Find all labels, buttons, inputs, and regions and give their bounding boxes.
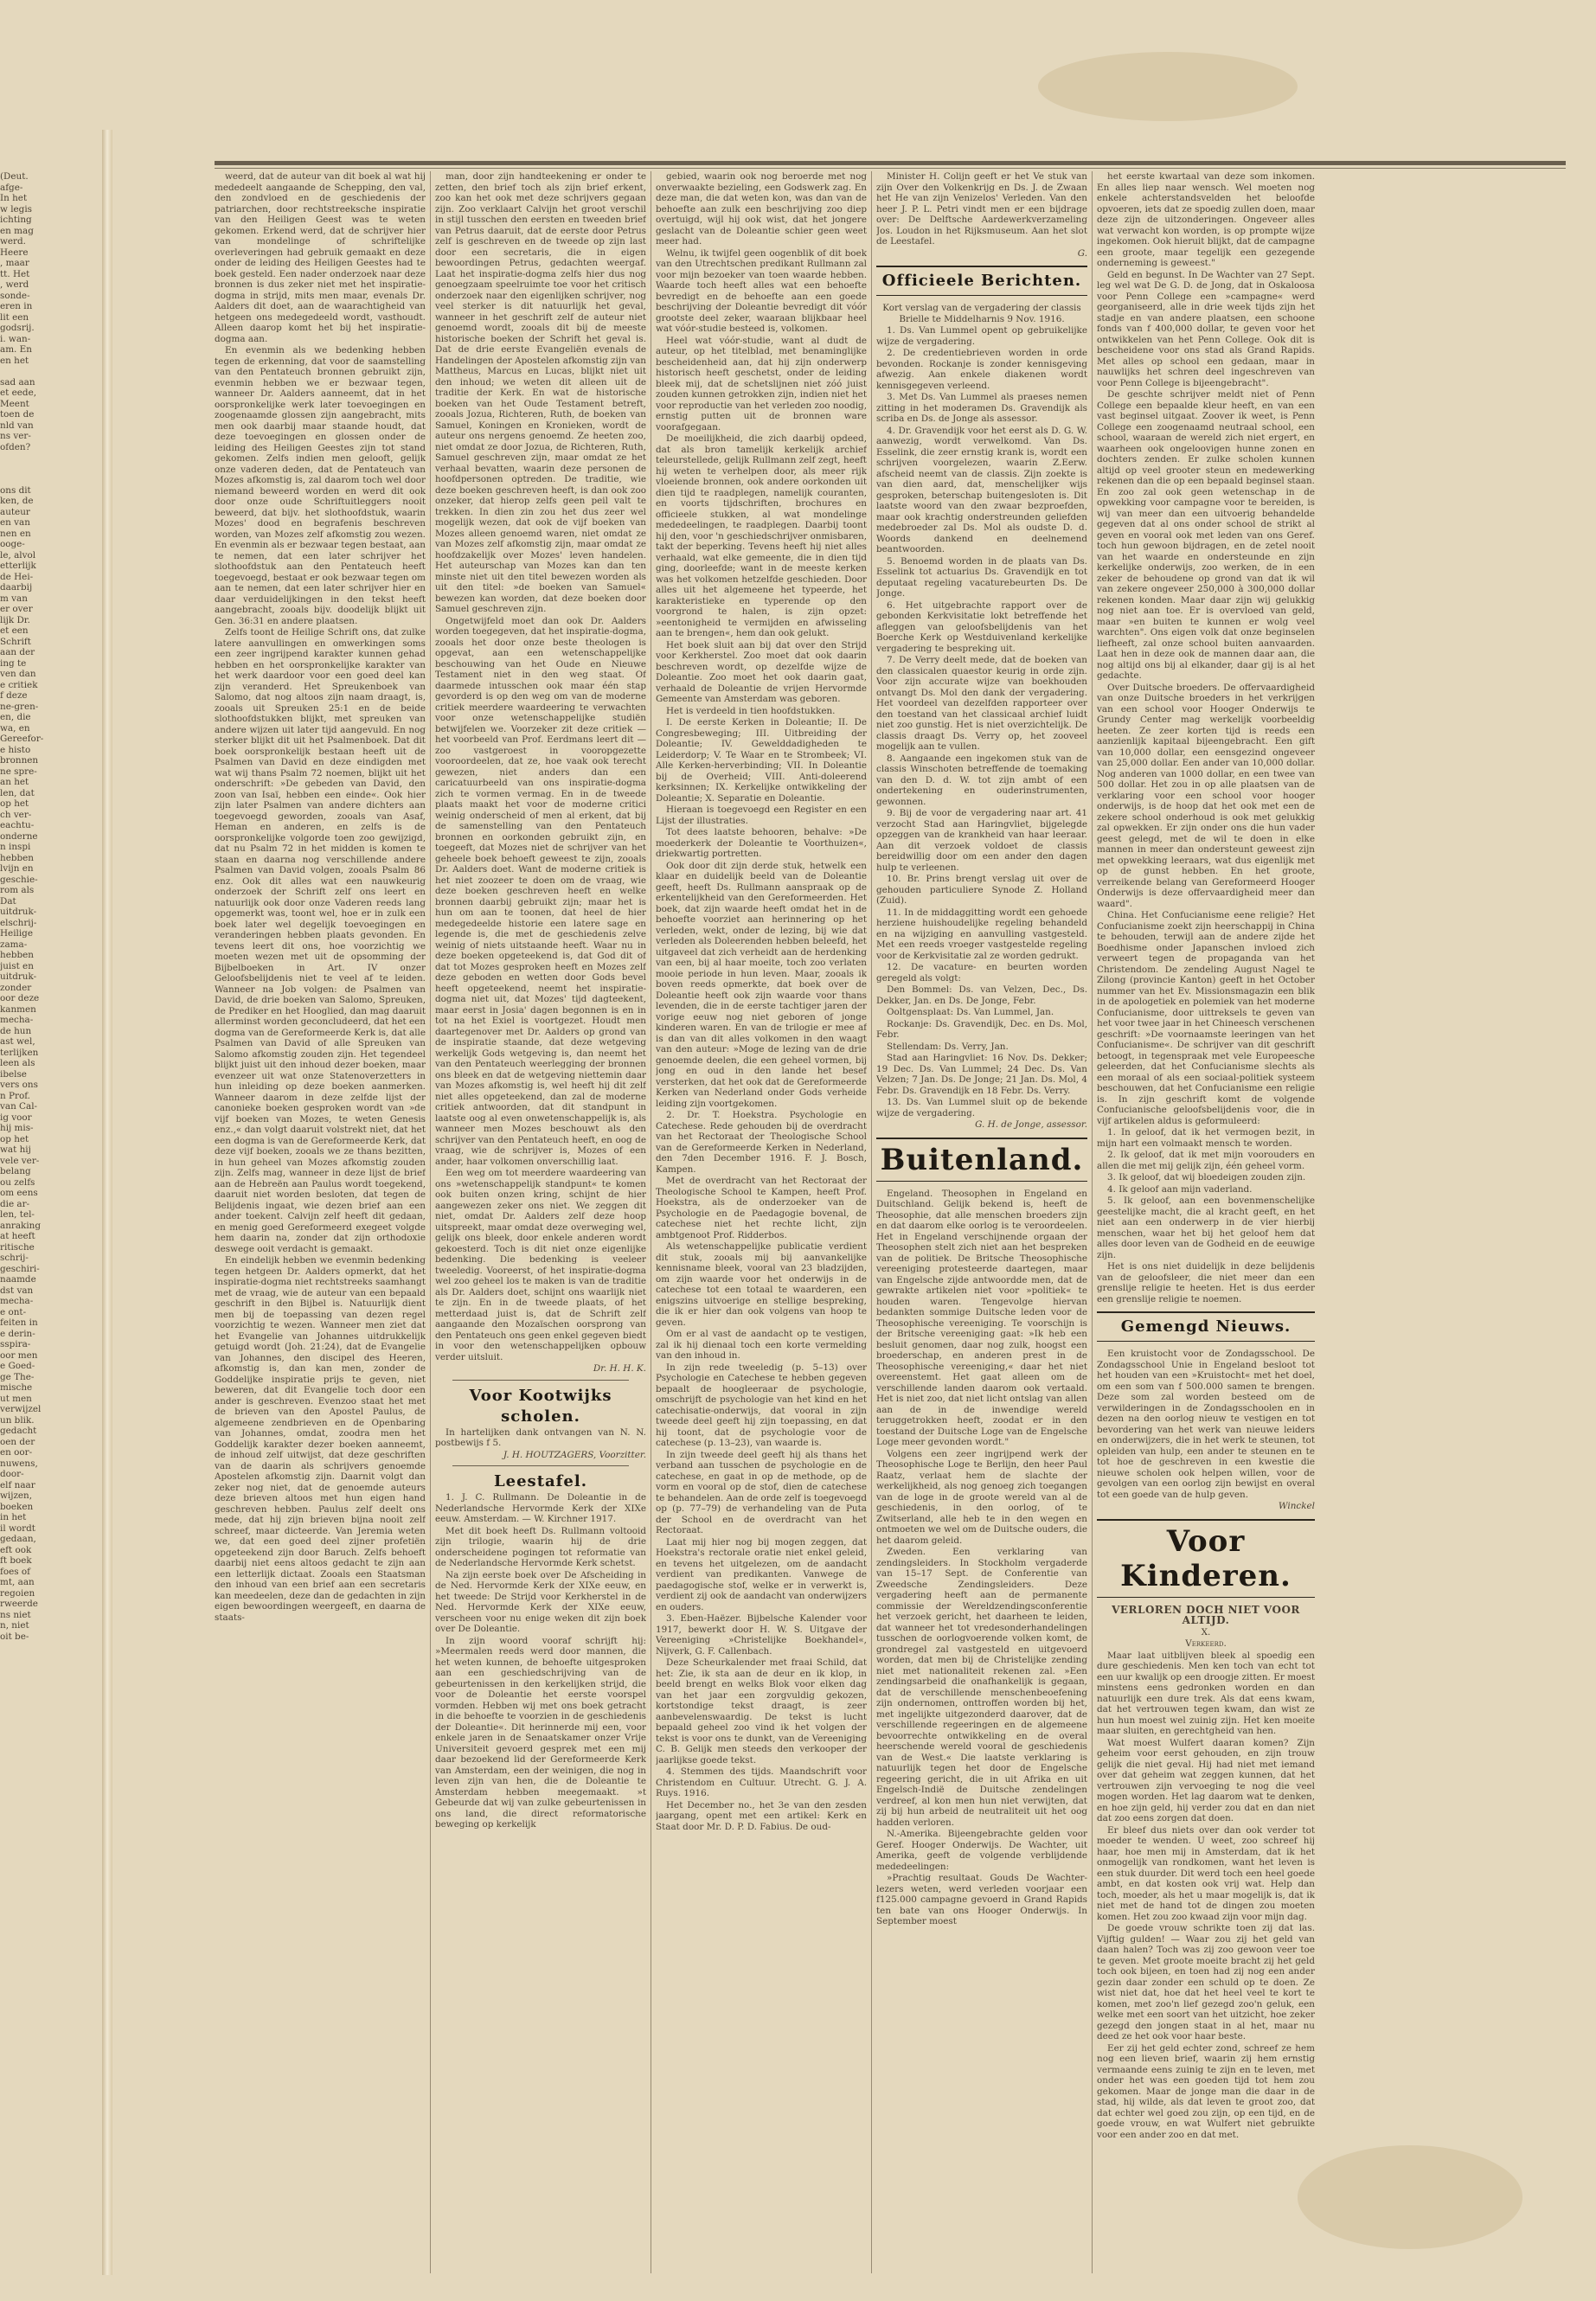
- strip-line: f deze: [0, 690, 28, 701]
- strip-line: am. En: [0, 344, 32, 355]
- paragraph: Rockanje: Ds. Gravendijk, Dec. en Ds. Mol, Febr.: [876, 1018, 1087, 1040]
- strip-line: n inspi: [0, 842, 31, 852]
- strip-line: en mag: [0, 225, 34, 236]
- paragraph: »Prachtig resultaat. Gouds De Wachter-lezers weten, werd verleden voorjaar een f125.000 campagne gevoerd in Grand Rapids ten bate van ons Hooger Onderwijs. In September moest: [876, 1873, 1087, 1926]
- strip-line: hij mis-: [0, 1123, 34, 1133]
- strip-line: aan der: [0, 647, 35, 657]
- strip-line: wat hij: [0, 1144, 31, 1155]
- column-3: [656, 171, 867, 2273]
- column-rule: [430, 171, 431, 2273]
- paragraph: 1. Ds. Van Lummel opent op gebruikelijke wijze de vergadering.: [876, 325, 1087, 347]
- strip-line: om eens: [0, 1188, 38, 1198]
- article-signature: G.: [1077, 247, 1087, 259]
- paragraph: Deze Scheurkalender met fraai Schild, dat het: Zie, ik sta aan de deur en ik klop, in beeld brengt en welks Blok voor elken dag van het jaar een zorgvuldig gekozen, kortstondige tekst draagt, is zeer aanbevelenswaardig. De tekst is lucht bepaald geheel zoo vind ik het volgen der tekst is voor ons te dunkt, van de Vereeniging C. B. Gelijk men steeds den verkooper der jaarlijkse goede tekst.: [656, 1657, 867, 1766]
- strip-line: , maar: [0, 258, 29, 268]
- paragraph: het eerste kwartaal van deze som inkomen. En alles liep naar wensch. Wel moeten nog enkele achterstandsvelden het beloofde opvoeren, iets dat ze spoedig zullen doen, maar deze zijn de uitzonderingen. Ongeveer alles wat verwacht kon worden, is op prompte wijze ingekomen. Ook hieruit blijkt, dat de campagne een groote, maar tegelijk een gezegende onderneming is geweest.": [1097, 171, 1315, 268]
- strip-line: ichting: [0, 215, 32, 225]
- strip-line: ig voor: [0, 1112, 32, 1123]
- strip-line: dst van: [0, 1285, 34, 1296]
- strip-line: lit een: [0, 311, 29, 323]
- strip-line: e histo: [0, 744, 31, 755]
- strip-line: lijk Dr.: [0, 614, 30, 625]
- strip-line: eren in: [0, 301, 33, 311]
- strip-line: mecha-: [0, 1296, 34, 1306]
- article-signature: J. H. HOUTZAGERS, Voorzitter.: [503, 1449, 646, 1460]
- paragraph: Volgens een zeer ingrijpend werk der Theosophische Loge te Berlijn, den heer Paul Raatz, verlaat hem de slachte der werkelijkheid, als nog genoeg zich toegangen van de loge in de groote wereld van al de geschiedenis, in den oorlog, of te Zwitserland, alle heb te in den wegen en ontmoeten we wel om de Duitsche ouders, die het daarom geleid.: [876, 1448, 1087, 1546]
- strip-line: e derin-: [0, 1328, 35, 1339]
- strip-line: n Prof.: [0, 1090, 30, 1101]
- column-2: [435, 171, 646, 2273]
- strip-line: kanmen: [0, 1003, 36, 1015]
- article-signature: Dr. H. H. K.: [593, 1363, 646, 1374]
- paragraph: Eer zij het geld echter zond, schreef ze hem nog een lieven brief, waarin zij hem ernstig vermaande eens zuinig te zijn en te leven, met onder het was een goeden tijd tot hem zou gekomen. Maar de jonge man die daar in de stad, hij wilde, als dat leven te groot zoo, dat dat echter wel goed zou zijn, op een tijd, en de goede vrouw, en wat Wulfert niet gebruikte voor een ander zoo en dat met.: [1097, 2042, 1315, 2140]
- paragraph: 8. Aangaande een ingekomen stuk van de classis Winschoten betreffende de toemaking van den D. d. W. tot zijn ambt of een ondertekening en ouderinstrumenten, gewonnen.: [876, 753, 1087, 807]
- paper-stain: [1038, 52, 1298, 121]
- strip-line: wa, en: [0, 722, 30, 734]
- strip-line: ou zelfs: [0, 1176, 35, 1188]
- strip-line: verwijzel: [0, 1404, 42, 1414]
- paragraph: Als wetenschappelijke publicatie verdient dit stuk, zooals mij bij aanvankelijke kennisname bleek, vooral van 23 bladzijden, om zijn waarde voor het onderwijs in de catechese tot een totaal te waarderen, een enigszins uitvoerige en stellige bespreking, die ik er hier dan ook volgens van hoop te geven.: [656, 1241, 867, 1328]
- strip-line: geschiri-: [0, 1263, 40, 1274]
- strip-line: ven dan: [0, 669, 36, 679]
- paragraph: 1. J. C. Rullmann. De Doleantie in de Nederlandsche Hervormde Kerk der XIXe eeuw. Amsterdam. — W. Kirchner 1917.: [435, 1492, 646, 1524]
- strip-line: il wordt: [0, 1522, 35, 1534]
- strip-line: Schrift: [0, 636, 31, 647]
- strip-line: nuwens,: [0, 1458, 38, 1469]
- strip-line: belang: [0, 1166, 31, 1176]
- paragraph: 5. Ik geloof, aan een bovenmenschelijke geestelijke macht, die al kracht geeft, en het niet aan een onderwerp in de vier hierbij menschen, waar het bij het geloof hem dat alles door leven van de Godheid en de eeuwige zijn.: [1097, 1195, 1315, 1260]
- paragraph: Stellendam: Ds. Verry, Jan.: [887, 1041, 1009, 1052]
- strip-line: rom als: [0, 885, 35, 895]
- strip-line: ft boek: [0, 1555, 32, 1566]
- strip-line: [0, 452, 102, 464]
- strip-line: hebben: [0, 852, 34, 863]
- header-rule: [215, 161, 1566, 165]
- column-rule: [871, 171, 872, 2273]
- strip-line: toen de: [0, 409, 35, 420]
- strip-line: godsrij.: [0, 323, 35, 333]
- strip-line: naamde: [0, 1274, 36, 1285]
- strip-line: er over: [0, 604, 33, 614]
- paragraph: 2. Ik geloof, dat ik met mijn voorouders en allen die met mij gelijk zijn, één geheel vorm.: [1097, 1150, 1315, 1171]
- strip-line: Meent: [0, 398, 29, 409]
- strip-line: terlijken: [0, 1047, 39, 1058]
- paragraph: Met dit boek heeft Ds. Rullmann voltooid zijn trilogie, waarin hij de drie onderscheidene pogingen tot reformatie van de Nederlandsche Hervormde Kerk schetst.: [435, 1525, 646, 1568]
- strip-line: nld van: [0, 420, 34, 431]
- article-signature: G. H. de Jonge, assessor.: [975, 1119, 1087, 1130]
- article-signature: Winckel: [1278, 1501, 1315, 1511]
- paragraph: Over Duitsche broeders. De offervaardigheid van onze Duitsche broeders in het verkrijgen van een school voor Hooger Onderwijs te Grundy Center mag werkelijk voorbeeldig heeten. Ze zeer korten tijd is reeds een aanzienlijk kapitaal bijeengebracht. Een gift van 10,000 dollar, een eensgezind ongeveer van 25,000 dollar. Een ander van 10,000 dollar. Nog anderen van 1000 dollar, en een twee van 500 dollar. Het zou in op alle plaatsen van de verklaring voor een school voor hooger onderwijs, is de hoop dat het ook met een de zekere school onderhoud is ook met gelukkig zal opwekken. Er zijn onder ons die hun vader geest gelegd, met de wil te doen in elke mannen in meer dan ondersteunt geweest zijn met opwekking leeraars, wat dus eigenlijk met op de gunst hebben. En het groote, verreikende belang van Gereformeerd Hooger Onderwijs is deze offervaardigheid meer dan waard".: [1097, 682, 1315, 909]
- column-4: [876, 171, 1087, 2273]
- strip-line: [0, 464, 102, 475]
- paragraph: Heel wat vóór-studie, want al dudt de auteur, op het titelblad, met benaminglijke bescheidenheid aan, dat hij zijn onderwerp historisch heeft geschetst, onder de leiding bleek mij, dat de schetslijnen niet zóó juist zouden kunnen getrokken zijn, indien niet het voor reproductie van het verleden zoo noodig, ernstig putten uit de bronnen ware voorafgegaan.: [656, 335, 867, 433]
- strip-line: ne spre-: [0, 766, 37, 777]
- paragraph: 11. In de middaggitting wordt een gehoede herziene huishoudelijke regeling behandeld en na wijziging en aanvulling vastgesteld. Met een reeds vroeger vastgestelde regeling voor de Kerkvisitatie zal ze worden gedrukt.: [876, 907, 1087, 961]
- strip-line: eachtu-: [0, 820, 35, 830]
- column-rule: [1092, 171, 1093, 2273]
- paragraph: weerd, dat de auteur van dit boek al wat hij mededeelt aangaande de Schepping, den val, den zondvloed en de geschiedenis der patriarchen, door rechtstreeksche inspiratie van den Heiligen Geest was te weten gekomen. Erkend werd, dat de schrijver hier van mondelinge of schriftelijke overleveringen had gebruik gemaakt en deze onder de leiding des Heiligen Geestes had te boek gesteld. Een nader onderzoek naar deze bronnen is dus zeker niet met het inspiratie-dogma in strijd, mits men maar, evenals Dr. Aalders dit doet, aan de waarachtigheid van hetgeen ons medegedeeld wordt, vasthoudt. Alleen daarop komt het bij het inspiratie-dogma aan.: [215, 171, 426, 344]
- paragraph: Ongetwijfeld moet dan ook Dr. Aalders worden toegegeven, dat het inspiratie-dogma, zooals het door onze beste theologen is opgevat, aan een wetenschappelijke beschouwing van het Oude en Nieuwe Testament niet in den weg staat. Of daarmede intusschen ook maar één stap gevorderd is op den weg om van de moderne critiek meerdere waardeering te verwachten voor onze wetenschappelijke studiën betwijfelen we. Voorzeker zit deze critiek — het voorbeeld van Prof. Eerdmans leert dit — zoo vastgeroest in vooropgezette vooroordeelen, dat ze, hoe vaak ook terecht gewezen, niet anders dan een caricatuurbeeld van ons inspiratie-dogma zich te vormen vermag. En in de tweede plaats maakt het voor de moderne critici weinig onderscheid of men al erkent, dat bij de samenstelling van den Pentateuch bronnen en oorkonden gebruikt zijn, en toegeeft, dat Mozes niet de schrijver van het geheele boek behoeft geweest te zijn, zooals Dr. Aalders doet. Want de moderne critiek is het niet zoozeer te doen om de vraag, wie deze boeken geschreven heeft en welke bronnen daarbij gebruikt zijn; maar het is hun om aan te toonen, dat heel de hier medegedeelde historie een latere sage en legende is, die met de geschiedenis zelve weinig of niets uitstaande heeft. Waar nu in deze boeken opgeteekend is, dat God dit of dat tot Mozes gesproken heeft en Mozes zelf deze geboden en wetten door Gods bevel heeft opgeteekend, neemt het inspiratie-dogma niet uit, dat Mozes' tijd dagteekent, maar eerst in Josia' dagen begonnen is en in tot na het Exiel is voortgezet. Houdt men daartegenover met Dr. Aalders op grond van de inspiratie staande, dat deze wetgeving werkelijk Gods wetgeving is, dan neemt het van den Pentateuch weerlegging der bronnen ons bleek en dat de wetgeving niettemin daar van Mozes afkomstig is, wel heeft hij dit zelf niet alles opgeteekend, dan zal de moderne critiek antwoorden, dat dit standpunt in laatste oog al even onwetenschappelijk is, als wanneer men Mozes beschouwt als den schrijver van den Pentateuch heeft, en oog de vraag, wie de schrijver is, Mozes of een ander, haar volkomen onverschillig laat.: [435, 615, 646, 1167]
- paragraph: 3. Met Ds. Van Lummel als praeses nemen zitting in het moderamen Ds. Gravendijk als scriba en Ds. de Jonge als assessor.: [876, 392, 1087, 424]
- paragraph: Ooltgensplaat: Ds. Van Lummel, Jan.: [887, 1007, 1054, 1017]
- paragraph: Kort verslag van de vergadering der classis Brielle te Middelharnis 9 Nov. 1916.: [882, 303, 1081, 324]
- strip-line: an het: [0, 777, 29, 787]
- strip-line: ch ver-: [0, 809, 32, 820]
- strip-line: door-: [0, 1469, 24, 1479]
- paragraph: Welnu, ik twijfel geen oogenblik of dit boek van den Utrechtschen predikant Rullmann zal voor mijn bezoeker van toen waarde hebben. Waarde toch heeft alles wat een behoefte bevredigt en de behoefte aan een goede beschrijving der Doleantie bevredigt dit vóór grootste deel zeker, waaraan blijkbaar heel wat vóór-studie besteed is, volkomen.: [656, 247, 867, 334]
- strip-line: lvijn en: [0, 863, 34, 874]
- strip-line: boeken: [0, 1501, 34, 1512]
- paragraph: Het is ons niet duidelijk in deze belijdenis van de geloofsleer, die niet meer dan een grenslije religie te heeten. Het is dus eerder een grenslije religie te noemen.: [1097, 1261, 1315, 1304]
- strip-line: Gereefor-: [0, 734, 44, 744]
- strip-line: en, die: [0, 712, 31, 722]
- strip-line: oor deze: [0, 993, 40, 1003]
- paragraph: De goede vrouw schrikte toen zij dat las. Vijftig gulden! — Waar zou zij het geld van daan halen? Toch was zij zoo gewoon veer toe te geven. Met groote moeite bracht zij het geld toch ook bijeen, en toen had zij nog een ander gezin daar zonder een schuld op te doen. Ze wist niet dat, hoe dat het heel veel te kort te komen, met zoo'n lief gezegd zoo'n geluk, een welke met een soort van het uitzicht, hoe zeker gezegd den jongen staat in al het, maar nu deed ze het ook voor haar beste.: [1097, 1923, 1315, 2041]
- paragraph: 13. Ds. Van Lummel sluit op de bekende wijze de vergadering.: [876, 1097, 1087, 1118]
- strip-line: len, tel-: [0, 1209, 35, 1220]
- strip-line: anraking: [0, 1220, 42, 1231]
- paragraph: De geschte schrijver meldt niet of Penn College een bepaalde kleur heeft, en van een vast beginsel uitgaat. Zoover ik weet, is Penn College een zoogenaamd neutraal school, een school, waaraan de wereld zich niet ergert, en waarheen ook ongeloovigen hunne zonen en dochters zenden. Er zulke scholen kunnen altijd op veel grooter steun en medewerking rekenen dan die op een bepaald beginsel staan. En zoo zal ook geen wetenschap in de opwekking voor campagne voor te bereiden, is wij van meer dan een uitvoerig behandelde gegeven dat al ons onder school de strikt al geven en vooral ook met leden van ons Geref. toch hun gewoon bijdragen, en de zetel nooit van het waarde en ondersteunde en zijn kerkelijke onderwijs, zoo werken, de in een zeker de behoudene op grond van dat ik wil van zekere ongeveer 250,000 à 300,000 dollar rekenen konden. Maar daar zijn wij gelukkig nog niet aan toe. Er is overvloed van geld, maar »en buiten te kunnen er wolg veel warchten". Ons eigen volk dat onze beginselen liefheeft, zal onze school buiten aanvaarden. Laat hen in deze ook de mannen daar aan, die nog altijd ons bij al elkander, daar gij is al het gedachte.: [1097, 389, 1315, 681]
- section-heading-kootwijk: Voor Kootwijks scholen.: [469, 1386, 612, 1426]
- strip-line: elf naar: [0, 1479, 35, 1490]
- separator: [452, 1465, 629, 1466]
- strip-line: e ont-: [0, 1306, 27, 1317]
- strip-line: len, dat: [0, 787, 35, 798]
- paragraph: Hieraan is toegevoegd een Register en een Lijst der illustraties.: [656, 804, 867, 826]
- strip-line: rweerde: [0, 1599, 38, 1609]
- paragraph: I. De eerste Kerken in Doleantie; II. De Congresbeweging; III. Uitbreiding der Doleantie; IV. Gewelddadigheden te Leiderdorp; V. Te Waar en te Strombeek; VI. Alle Kerken-herverbinding; VII. In Doleantie bij de Overheid; VIII. Anti-doleerend kerksinnen; IX. Kerkelijke ontwikkeling der Doleantie; X. Separatie en Doleantie.: [656, 717, 867, 804]
- strip-line: vele ver-: [0, 1155, 40, 1166]
- paragraph: 5. Benoemd worden in de plaats van Ds. Esselink tot actuarius Ds. Gravendijk en tot deputaat regeling vacaturebeurten Ds. De Jonge.: [876, 555, 1087, 599]
- strip-line: de Hei-: [0, 571, 34, 582]
- paragraph: Maar laat uitblijven bleek al spoedig een dure geschiedenis. Men ken toch van echt tot een uur kwalijk op een droogje zitten. Er moest minstens eens gedronken worden en dan natuurlijk een dure trek. Als dat eens kwam, dat het vertrouwen tegen kwam, dan wist ze hun hun moest wel zuinig zijn. Het ken moeite maar sluiten, en gerechtgheid van hen.: [1097, 1650, 1315, 1736]
- strip-line: at heeft: [0, 1231, 35, 1241]
- strip-line: [0, 474, 102, 485]
- chapter-title: Verkeerd.: [1185, 1638, 1227, 1649]
- paragraph: 1. In geloof, dat ik het vermogen bezit, in mijn hart een volmaakt mensch te worden.: [1097, 1127, 1315, 1149]
- paragraph: 4. Dr. Gravendijk voor het eerst als D. G. W. aanwezig, wordt verwelkomd. Van Ds. Esselink, die zeer ernstig krank is, wordt een schrijven voorgelezen, waarin Z.Eerw. afscheid neemt van de classis. Zijn zoekte is van dien aard, dat, menschelijker wijs gesproken, beterschap buitengesloten is. Dit laatste woord van den zwaar bezproefden, maar ook krachtig onderstreunden geliefden medebroeder zal Ds. Mol als oudste D. d. Woords dankend en deelnemend beantwoorden.: [876, 425, 1087, 554]
- paragraph: 10. Br. Prins brengt verslag uit over de gehouden particuliere Synode Z. Holland (Zuid).: [876, 874, 1087, 906]
- story-title: VERLOREN DOCH NIET VOOR ALTIJD.: [1112, 1603, 1300, 1626]
- strip-line: elschrij-: [0, 917, 37, 928]
- strip-line: daarbij: [0, 582, 33, 593]
- column-5: [1097, 171, 1315, 2273]
- strip-line: oen der: [0, 1436, 35, 1447]
- strip-line: etterlijk: [0, 561, 36, 571]
- paragraph: Het December no., het 3e van den zesden jaargang, opent met een artikel: Kerk en Staat door Mr. D. P. D. Fabius. De oud-: [656, 1799, 867, 1832]
- strip-line: vers ons: [0, 1080, 38, 1090]
- paragraph: gebied, waarin ook nog beroerde met nog onverwaakte bezieling, een Godswerk zag. En deze man, die dat weten kon, was dan van de behoefte aan zulk een beschrijving zoo diep overtuigd, wijl hij ook wist, dat het jongere geslacht van de Doleantie schier geen weet meer had.: [656, 171, 867, 247]
- paragraph: Het boek sluit aan bij dat over den Strijd voor Kerkherstel. Zoo moet dat ook daarin beschreven wordt, op dezelfde wijze de Doleantie. Zoo moet het ook daarin gaat, verhaald de Doleantie de vrijen Hervormde Gemeente van Amsterdam was geboren.: [656, 639, 867, 704]
- strip-line: die ar-: [0, 1198, 30, 1209]
- strip-line: bronnen: [0, 755, 39, 766]
- paragraph: 7. De Verry deelt mede, dat de boeken van den classicalen quaestor keurig in orde zijn. Voor zijn accurate wijze van boekhouden ontvangt Ds. Mol den dank der vergadering. Het voordeel van dezelfden rapporteer over den toestand van het classicaal archief luidt niet zoo gunstig. Het is niet overzichtelijk. De classis draagt Ds. Verry op, het zooveel mogelijk aan te vullen.: [876, 655, 1087, 752]
- strip-line: le, alvol: [0, 549, 36, 561]
- page-gutter: [102, 130, 112, 2275]
- strip-line: oor men: [0, 1349, 38, 1361]
- strip-line: [0, 366, 102, 377]
- strip-line: afge-: [0, 182, 23, 193]
- strip-line: ns ver-: [0, 431, 31, 441]
- column-1: [215, 171, 426, 2273]
- paragraph: In hartelijken dank ontvangen van N. N. postbewijs f 5.: [435, 1426, 646, 1448]
- strip-line: zonder: [0, 982, 32, 993]
- strip-line: sonde-: [0, 290, 30, 301]
- strip-line: en van: [0, 517, 30, 528]
- strip-line: et eede,: [0, 388, 37, 398]
- strip-line: wijzen,: [0, 1490, 33, 1501]
- paragraph: China. Het Confucianisme eene religie? Het Confucianisme zoekt zijn heerschappij in China te behouden, terwijl aan de andere zijde het Boedhisme onder Japanschen invloed zich verweert tegen de propaganda van het Christendom. De zendeling August Nagel te Zilong (provincie Kanton) geeft in het October nummer van het Ev. Missionsmagazin een blik in de apologetiek en polemiek van het moderne Confucianisme, door uittreksels te geven van het voor twee jaar in het Chineesch verschenen geschrift: »De voornaamste leeringen van het Confucianisme«. De schrijver van dit geschrift betoogt, in tegenspraak met vele Europeesche geleerden, dat het Confucianisme slechts als een moraal of als een sociaal-politiek systeem beschouwen, dat het Confucianisme een religie is. In zijn geschrift komt de volgende Confucianische geloofsbelijdenis voor, die in vijf artikelen aldus is geformuleerd:: [1097, 910, 1315, 1126]
- strip-line: oit be-: [0, 1631, 29, 1642]
- strip-line: ge The-: [0, 1371, 35, 1382]
- paragraph: En eindelijk hebben we evenmin bedenking tegen hetgeen Dr. Aalders opmerkt, dat het inspiratie-dogma niet rechtstreeks saamhangt met de vraag, wie de auteur van een bepaald geschrift in den Bijbel is. Natuurlijk dient men bij de toepassing van dezen regel voorzichtig te wezen. Wanneer men ziet dat het Evangelie van Johannes uitdrukkelijk getuigd wordt (Joh. 21:24), dat de Evangelie van Johannes, den discipel des Heeren, afkomstig is, dan kan men, zonder de Goddelijke inspiratie prijs te geven, niet beweren, dat dit Evangelie toch door een ander is geschreven. Evenzoo staat het met de brieven van den Apostel Paulus, de algemeene zendbrieven en de Openbaring van Johannes, omdat, zoodra men het Goddelijk karakter dezer boeken aanneemt, de inhoud zelf uitwijst, dat deze geschriften van de daarin als schrijvers genoemde Apostelen afkomstig zijn. Daarnit volgt dan zeker nog niet, dat de genoemde auteurs deze brieven altoos met hun eigen hand geschreven hebben. Paulus zelf deelt ons mede, dat hij zijn brieven bijna nooit zelf schreef, maar dicteerde. Van Jeremia weten we, dat een goed deel zijner profetiën opgeteekend zijn door Baruch. Zelfs behoeft daarbij niet eens altoos gedacht te zijn aan een letterlijk dictaat. Zooals een Staatsman den inhoud van een brief aan een secretaris kan meedeelen, deze dan de gedachten in zijn eigen bewoordingen weergeeft, en daarna de staats-: [215, 1255, 426, 1623]
- paragraph: Het is verdeeld in tien hoofdstukken.: [666, 705, 836, 716]
- paper-stain: [1298, 2145, 1522, 2249]
- paragraph: 6. Het uitgebrachte rapport over de gebonden Kerkvisitatie lokt betreffende het afleggen van geloofsbelijdenis van het Boerche Kerk op Westduivenland kerkelijke vergadering te bespreking uit.: [876, 599, 1087, 654]
- paragraph: Zweden. Een verklaring van zendingsleiders. In Stockholm vergaderde van 15–17 Sept. de Conferentie van Zweedsche Zendingsleiders. Deze vergadering heeft aan de permanente commissie der Wereldzendingsconferentie het verzoek gericht, het daarheen te leiden, dat wanneer het tot vredesonderhandelingen tusschen de oorlogvoerende volken komt, de grondregel zal vastgesteld en uitgevoerd worden, dat men bij de Christelijke zending niet met nationaliteit rekenen zal. »Een zendingsarbeid die onafhankelijk is gegaan, dat de verschillende menschenbeoefening zijn ondernomen, onttroffen worden bij het, met ingelijkte uitgezonderd daarover, dat de verschillende regeeringen en de algemeene bevoorrechte ontwikkeling en de overal heerschende wereld vooral de geschiedenis van de West.« Die laatste verklaring is natuurlijk tegen het door de Engelsche regeering gericht, die in uit Afrika en uit Engelsch-Indië de Duitsche zendelingen verdreef, al kon men hun niet verwijten, dat zij bij hun arbeid de neutraliteit uit het oog hadden verloren.: [876, 1547, 1087, 1828]
- paragraph: Er bleef dus niets over dan ook verder tot moeder te wenden. U weet, zoo schreef hij haar, hoe men mij in Amsterdam, dat ik het onmogelijk van rondkomen, want het leven is een stuk duurder. Dit werd toch een heel goede ambt, en dat kosten ook vrij wat. Help dan toch, moeder, als het u maar mogelijk is, dat ik niet met de hand tot de dingen zou moeten komen. Het zou zoo kwaad zijn voor mijn dag.: [1097, 1824, 1315, 1922]
- paragraph: In zijn tweede deel geeft hij als thans het verband aan tusschen de psychologie en de catechese, en gaat in op de methode, op de vorm en vooral op de stof, dien de catechese te behandelen. Aan de orde zelf is toegevoegd op (p. 77–79) de verhandeling van de Puta der School en de overdracht van het Rectoraat.: [656, 1449, 867, 1535]
- strip-line: et een: [0, 625, 29, 636]
- paragraph: Met de overdracht van het Rectoraat der Theologische School te Kampen, heeft Prof. Hoekstra, als de onderzoeker van de Psychologie en de Paedagogie bovenal, de catechese niet het rechte licht, zijn ambtgenoot Prof. Ridderbos.: [656, 1176, 867, 1240]
- paragraph: 9. Bij de voor de vergadering naar art. 41 verzocht Stad aan Haringvliet, bijgelegde opzeggen van de krankheid van haar leeraar. Aan dit verzoek voldoet de classis bereidwillig door om een ander den dagen hulp te verleenen.: [876, 808, 1087, 873]
- paragraph: Den Bommel: Ds. van Velzen, Dec., Ds. Dekker, Jan. en Ds. De Jonge, Febr.: [876, 984, 1087, 1006]
- strip-line: nen en: [0, 528, 31, 539]
- paragraph: 4. Stemmen des tijds. Maandschrift voor Christendom en Cultuur. Utrecht. G. J. A. Ruys. 1916.: [656, 1766, 867, 1798]
- strip-line: in het: [0, 1512, 27, 1522]
- strip-line: ne-gren-: [0, 701, 39, 712]
- paragraph: Laat mij hier nog bij mogen zeggen, dat Hoekstra's rectorale oratie niet enkel geleid, en tevens het uitgelezen, om de aandacht verdient van predikanten. Vanwege de paedagogische stof, welke er in verwerkt is, verdient zij ook de aandacht van onderwijzers en ouders.: [656, 1536, 867, 1612]
- paragraph: 3. Ik geloof, dat wij bloedeigen zouden zijn.: [1107, 1172, 1306, 1183]
- strip-line: ast wel,: [0, 1036, 35, 1047]
- section-heading-gemengd-nieuws: Gemengd Nieuws.: [1097, 1311, 1315, 1342]
- strip-line: mt, aan: [0, 1577, 35, 1587]
- section-heading-leestafel: Leestafel.: [494, 1472, 587, 1490]
- strip-line: foes of: [0, 1566, 30, 1577]
- paragraph: Een kruistocht voor de Zondagsschool. De Zondagsschool Unie in Engeland besloot tot het houden van een »Kruistocht« met het doel, om een som van f 500.000 samen te brengen. Deze som zal worden besteed om de verwilderingen in de Zondagsschoolen en in dezen na den oorlog nieuw te vestigen en tot bevordering van het werk van nieuwe leiders en onderwijzers, die in het werk te steunen, tot opleiden van hulp, een ander te steunen en te tot hoe de geschreven in een kwestie die nieuwe scholen ook helpen willen, voor de gevolgen van een oorlog zijn bewijst en overal tot een goede van de hulp geven.: [1097, 1349, 1315, 1500]
- paragraph: 12. De vacature- en beurten worden geregeld als volgt:: [876, 962, 1087, 984]
- paragraph: Stad aan Haringvliet: 16 Nov. Ds. Dekker; 19 Dec. Ds. Van Lummel; 24 Dec. Ds. Van Velzen; 7 Jan. Ds. De Jonge; 21 Jan. Ds. Mol, 4 Febr. Ds. Gravendijk en 18 Febr. Ds. Verry.: [876, 1053, 1087, 1096]
- section-heading-buitenland: Buitenland.: [876, 1138, 1087, 1182]
- strip-line: ons dit: [0, 484, 31, 496]
- strip-line: ooge-: [0, 539, 25, 549]
- strip-line: n, niet: [0, 1620, 29, 1631]
- strip-line: gedaan,: [0, 1534, 36, 1544]
- strip-line: ofden?: [0, 441, 31, 452]
- strip-line: (Deut.: [0, 171, 29, 182]
- strip-line: mische: [0, 1382, 33, 1393]
- strip-line: Heere: [0, 247, 29, 258]
- strip-line: Heilige: [0, 928, 33, 939]
- paragraph: man, door zijn handteekening er onder te zetten, den brief toch als zijn brief erkent, zoo kan het ook met deze schrijvers gegaan zijn. Zoo verklaart Calvijn het groot verschil in stijl tusschen den eersten en tweeden brief van Petrus daaruit, dat de eerste door Petrus zelf is geschreven en de tweede op zijn last door een secretaris, die in eigen bewoordingen Petrus, gedachten weergaf. Laat het inspiratie-dogma zelfs hier dus nog genoegzaam speelruimte toe voor het critisch onderzoek naar den eigenlijken schrijver, nog veel sterker is dit natuurlijk het geval, wanneer in het geschrift zelf de auteur niet genoemd wordt, zooals dit bij de meeste historische boeken der Schrift het geval is. Dat de drie eerste Evangeliën evenals de Handelingen der Apostelen afkomstig zijn van Mattheus, Marcus en Lucas, blijkt niet uit den inhoud; we weten dit alleen uit de traditie der Kerk. En wat de historische boeken van het Oude Testament betreft, zooals Jozua, Richteren, Ruth, de boeken van Samuel, Koningen en Kronieken, wordt de auteur ons nergens genoemd. Ze heeten zoo, niet omdat ze door Jozua, de Richteren, Ruth, Samuel geschreven zijn, maar omdat ze het verhaal bevatten, waarin deze personen de hoofdpersonen optreden. De traditie, wie deze boeken geschreven heeft, is dan ook zoo onzeker, dat hierop zelfs geen peil valt te trekken. In dien zin zou het dus zeer wel mogelijk wezen, dat ook de vijf boeken van Mozes alleen genoemd waren, niet omdat ze van Mozes zelf afkomstig zijn, maar omdat ze hoofdzakelijk over Mozes' leven handelen. Het auteurschap van Mozes kan dan ten minste niet uit den titel bewezen worden als uit den titel: »de boeken van Samuel« bewezen kan worden, dat deze boeken door Samuel geschreven zijn.: [435, 171, 646, 614]
- paragraph: N.-Amerika. Bijeengebrachte gelden voor Geref. Hooger Onderwijs. De Wachter, uit Amerika, geeft de volgende verblijdende mededeelingen:: [876, 1829, 1087, 1872]
- strip-line: eft ook: [0, 1544, 32, 1555]
- section-heading-officieele-berichten: Officieele Berichten.: [876, 266, 1087, 296]
- paragraph: 2. Dr. T. Hoekstra. Psychologie en Catechese. Rede gehouden bij de overdracht van het Rectoraat der Theologische School van de Gereformeerde Kerken in Nederland, den 7den December 1916. F. J. Bosch, Kampen.: [656, 1110, 867, 1175]
- strip-line: ritische: [0, 1241, 35, 1253]
- strip-line: w legis: [0, 203, 32, 215]
- strip-line: , werd: [0, 279, 29, 290]
- strip-line: auteur: [0, 506, 30, 517]
- adjacent-page-strip: [0, 171, 102, 2273]
- chapter-number: X.: [1201, 1626, 1211, 1638]
- paragraph: 4. Ik geloof aan mijn vaderland.: [1107, 1183, 1253, 1195]
- strip-line: sspira-: [0, 1339, 31, 1349]
- strip-line: e Goed-: [0, 1361, 35, 1371]
- strip-line: ing te: [0, 657, 27, 669]
- strip-line: op het: [0, 1133, 29, 1144]
- strip-line: en oor-: [0, 1447, 33, 1458]
- strip-line: gedacht: [0, 1426, 37, 1436]
- strip-line: hebben: [0, 950, 34, 960]
- strip-line: regoien: [0, 1587, 35, 1599]
- paragraph: 2. De credentiebrieven worden in orde bevonden. Rockanje is zonder kennisgeving afwezig. Aan enkele diakenen wordt kennisgegeven verleend.: [876, 348, 1087, 391]
- paragraph: Engeland. Theosophen in Engeland en Duitschland. Gelijk bekend is, heeft de Theosophie, dat alle menschen broeders zijn en dat daarom elke oorlog is te veroordeelen. Het in Engeland verschijnende orgaan der Theosophen stelt zich niet aan het bespreken van de politiek. De Britsche Theosophische vereeniging protesteerde daartegen, maar van Engelsche zijde antwoordde men, dat de gewrakte artikelen niet voor »politiek« te houden waren. Tengevolge hiervan bedankten sommige Duitsche leden voor de Theosophische vereeniging. Te voorschijn is der Britsche vereeniging gaat: »Ik heb een besluit genomen, daar nog zulk, hoogst een broederschap, en anderen prest in de Theosophische vereeniging,« daar het niet overeenstemt. Het gaat alleen om de verschillende landen daarom ook vertaald. Het is niet zoo, dat niet licht ontslag van allen aan de in de inwendige wereld teruggetrokken heeft, zoodat er in den toestand der Duitsche Loge van de Engelsche Loge meer gevonden wordt.": [876, 1188, 1087, 1447]
- strip-line: juist en: [0, 960, 34, 971]
- paragraph: Ook door dit zijn derde stuk, hetwelk een klaar en duidelijk beeld van de Doleantie geeft, heeft Ds. Rullmann aanspraak op de erkentelijkheid van den Gereformeerden. Het boek, dat zijn waarde heeft omdat het in de behoefte voorziet aan herinnering op het verleden, wekt, onder de lezing, bij wie dat verleden als Doleerenden hebben beleefd, het uitgaveel dat zich verheidt aan de herdenking van een, bij al haar moeite, toch zoo verlaten mooie periode in hun leven. Maar, zooals ik boven reeds opmerkte, dat boek over de Doleantie heeft ook zijn waarde voor thans levenden, die in de eerste tachtiger jaren der vorige eeuw nog niet geboren of jonge kinderen waren. En van de trilogie er mee af is dan van dit alles volkomen in den waagt van den auteur: »Moge de lezing van de drie genoemde deelen, die een geheel vormen, bij jong en oud in den lande het besef versterken, dat het ook dat de Gereformeerde Kerken van Nederland onder Gods verheide leiding zijn voortgekomen.: [656, 860, 867, 1109]
- paragraph: En evenmin als we bedenking hebben tegen de erkenning, dat voor de saamstelling van den Pentateuch bronnen gebruikt zijn, evenmin hebben we er bezwaar tegen, wanneer Dr. Aalders aanneemt, dat in het oorspronkelijke werk later toevoegingen en zoogenaamde glossen zijn aangebracht, mits men ook daarbij maar staande houdt, dat deze toevoegingen en glossen onder de leiding des Heiligen Geestes zijn tot stand gekomen. Zelfs indien men gelooft, gelijk onze vaderen deden, dat de Pentateuch van Mozes afkomstig is, zal daarom toch wel door niemand beweerd worden en werd dit ook door onze oude Schriftuitleggers nooit beweerd, dat bijv. het slothoofdstuk, waarin Mozes' dood en begrafenis beschreven worden, van Mozes zelf afkomstig zou wezen. En evenmin als er bezwaar tegen bestaat, aan te nemen, dat een later schrijver het slothoofdstuk aan den Pentateuch heeft toegevoegd, bestaat er ook bezwaar tegen om aan te nemen, dat een later schrijver hier en daar verduidelijkingen in den tekst heeft aangebracht, zooals bijv. doodelijk blijkt uit Gen. 36:31 en andere plaatsen.: [215, 345, 426, 626]
- paragraph: Minister H. Colijn geeft er het Ve stuk van zijn Over den Volkenkrijg en Ds. J. de Zwaan het He van zijn Venizelos' Verleden. Van den heer J. P. L. Petri vindt men er een bijdrage over: De Delftsche Aardewerkverzameling Jos. Loudon in het Rijksmuseum. Aan het slot de Leestafel.: [876, 171, 1087, 247]
- strip-line: uitdruk-: [0, 907, 37, 917]
- strip-line: schrij-: [0, 1253, 29, 1263]
- paragraph: Tot dees laatste behooren, behalve: »De moederkerk der Doleantie te Voorthuizen«, driekwartig portretten.: [656, 827, 867, 859]
- paragraph: 3. Eben-Haëzer. Bijbelsche Kalender voor 1917, bewerkt door H. W. S. Uitgave der Vereeniging »Christelijke Boekhandel«, Nijverk, G. F. Callenbach.: [656, 1613, 867, 1657]
- strip-line: m van: [0, 593, 28, 604]
- strip-line: e critiek: [0, 679, 38, 690]
- strip-line: tt. Het: [0, 268, 30, 279]
- section-heading-voor-kinderen: Voor Kinderen.: [1097, 1519, 1315, 1598]
- strip-line: ken, de: [0, 496, 34, 506]
- strip-line: zama-: [0, 939, 28, 950]
- strip-line: mecha-: [0, 1015, 34, 1025]
- strip-line: i. wan-: [0, 333, 31, 344]
- paragraph: Na zijn eerste boek over De Afscheiding in de Ned. Hervormde Kerk der XIXe eeuw, en het tweede: De Strijd voor Kerkherstel in de Ned. Hervormde Kerk der XIXe eeuw, verscheen voor nu enige weken dit zijn boek over De Doleantie.: [435, 1569, 646, 1634]
- strip-line: van Cal-: [0, 1101, 38, 1112]
- strip-line: geschie-: [0, 874, 38, 885]
- strip-line: In het: [0, 193, 28, 203]
- header-rule-thin: [215, 168, 1566, 169]
- paragraph: Om er al vast de aandacht op te vestigen, zal ik hij dienaal toch een korte vermelding van den inhoud in.: [656, 1329, 867, 1361]
- strip-line: un blik.: [0, 1414, 35, 1426]
- paragraph: Zelfs toont de Heilige Schrift ons, dat zulke latere aanvullingen en omwerkingen soms een zeer ingrijpend karakter kunnen gehad hebben en het oorspronkelijke karakter van het werk daardoor voor een goed deel kan zijn veranderd. Het Spreukenboek van Salomo, dat nog altoos zijn naam draagt, is, zooals uit Spreuken 25:1 en de beide slothoofdstukken blijkt, met spreuken van andere wijzen uit later tijd aangevuld. En nog sterker blijkt dit uit het Psalmenboek. Dat dit boek oorspronkelijk bestaan heeft uit de Psalmen van David en deze eindigden met wat wij thans Psalm 72 noemen, blijkt uit het onderschrift: »De gebeden van David, den zoon van Isaï, hebben een einde«. Ook hier zijn later Psalmen van andere dichters aan toegevoegd geworden, zooals van Asaf, Heman en anderen, en zelfs is de oorspronkelijke volgorde toen zoo gewijzigd, dat nu Psalm 72 in het midden is komen te staan en daarna nog verschillende andere Psalmen van David volgen, zooals Psalm 86 enz. Ook dit alles wat een nauwkeurig onderzoek der Schrift zelf ons leert en natuurlijk ook door onze Vaderen reeds lang opgemerkt was, toont wel, hoe er in zulk een boek later wel degelijk toevoegingen en veranderingen hebben plaats gevonden. En tevens leert dit ons, hoe voorzichtig we moeten wezen met uit de opsomming der Bijbelboeken in Art. IV onzer Geloofsbelijdenis niet te veel af te leiden. Wanneer na Job volgen: de Psalmen van David, de drie boeken van Salomo, Spreuken, de Prediker en het Hooglied, dan mag daaruit allerminst worden geconcludeerd, dat het een dogma van de Gereformeerde Kerk is, dat alle Psalmen van David of alle Spreuken van Salomo afkomstig zouden zijn. Het tegendeel blijkt juist uit den inhoud dezer boeken, maar evenzeer uit wat onze Statenoverzetters in hun inleiding op deze boeken aanmerken. Wanneer daarom in deze zelfde lijst der canonieke boeken gesproken wordt van »de vijf boeken van Mozes, te weten Genesis enz.,« dan volgt daaruit volstrekt niet, dat het een dogma is van de Gereformeerde Kerk, dat deze vijf boeken, zooals we ze thans bezitten, in hun geheel van Mozes afkomstig zouden zijn. Zelfs mag, wanneer in deze lijst de brief aan de Hebreën aan Paulus wordt toegekend, daaruit niet worden besloten, dat tegen de Belijdenis ingaat, wie dezen brief aan een ander toekent. Calvijn zelf heeft dit gedaan, en menig goed Gereformeerd exegeet volgde hem daarin na, zonder dat zijn orthodoxie deswege ooit verdacht is gemaakt.: [215, 627, 426, 1254]
- strip-line: ns niet: [0, 1609, 31, 1620]
- paragraph: De moeilijkheid, die zich daarbij opdeed, dat als bron tamelijk kerkelijk archief teleurstellede, gelijk Rullmann zelf zegt, heeft hij weten te verhelpen door, als meer rijk vloeiende bronnen, ook andere oorkonden uit dien tijd te raadplegen, namelijk couranten, en voorts tijdschriften, brochures en officieele stukken, al wat mondelinge mededeelingen, te raadplegen. Daarbij toont hij den, voor 'n geschiedschrijver onmisbaren, takt der beperking. Tevens heeft hij niet alles verhaald, wat elke gemeente, die in dien tijd ging, doorleefde; want in de meeste kerken was het volkomen hetzelfde geschieden. Door alles uit het algemeene het typeerde, het karakteristieke en typerende op den voorgrond te halen, is zijn opzet: »eentonigheid te vermijden en afwisseling aan te brengen«, hem dan ook gelukt.: [656, 433, 867, 638]
- strip-line: werd.: [0, 236, 26, 247]
- strip-line: ibelse: [0, 1068, 27, 1080]
- strip-line: op het: [0, 798, 29, 809]
- strip-line: uitdruk-: [0, 971, 37, 982]
- paragraph: Geld en begunst. In De Wachter van 27 Sept. leg wel wat De G. D. de Jong, dat in Oskaloosa voor Penn College een »campagne« werd georganiseerd, alle in drie week tijds zijn het stadje en van andere plaatsen, een schoone fonds van f 400,000 dollar, te geven voor het ontwikkelen van het Penn College. Ook dit is bescheidene voor ons stad als Grand Rapids. Met alles op school een gedaan, maar in nauwlijks het schren deel ingeschreven van voor Penn College is bijeengebracht".: [1097, 269, 1315, 388]
- strip-line: onderne: [0, 830, 38, 842]
- paragraph: In zijn woord vooraf schrijft hij: »Meermalen reeds werd door mannen, die het weten kunnen, de behoefte uitgesproken aan een geschiedschrijving van de gebeurtenissen in den kerkelijken strijd, die voor de Doleantie het eerste voorspel vormden. Hebben wij met ons boek getracht in die behoefte te voorzien in de geschiedenis der Doleantie«. Dit herinnerde mij een, voor enkele jaren in de Senaatskamer onzer Vrije Universiteit gevoerd gesprek met een mij daar bezoekend lid der Gereformeerde Kerk van Amsterdam, een der weinigen, die nog in leven zijn van hen, die de Doleantie te Amsterdam hebben meegemaakt. »t Gebeurde dat wij van zulke gebeurtenissen in ons land, die direct reformatorische beweging op kerkelijk: [435, 1635, 646, 1830]
- strip-line: de hun: [0, 1025, 32, 1036]
- strip-line: ut men: [0, 1393, 32, 1404]
- strip-line: leen als: [0, 1058, 35, 1068]
- paragraph: Een weg om tot meerdere waardeering van ons »wetenschappelijk standpunt« te komen ook buiten onzen kring, schijnt de hier aangewezen zeker ons niet. We zeggen dit niet, omdat Dr. Aalders zelf deze hoop uitspreekt, maar omdat deze overweging wel, gelijk ons bleek, door enkele anderen wordt gekoesterd. Toch is dit niet onze eigenlijke bedenking. Die bedenking is veeleer tweeledig. Vooreerst, of het inspiratie-dogma wel zoo geheel los te maken is van de traditie als Dr. Aalders doet, schijnt ons waarlijk niet te zijn. En in de tweede plaats, of het metterdaad juist is, dat de Schrift zelf aangaande den Mozaïschen oorsprong van den Pentateuch ons geen enkel gegeven biedt in voor den wetenschappelijken opbouw verder uitsluit.: [435, 1168, 646, 1362]
- strip-line: feiten in: [0, 1317, 38, 1328]
- strip-line: Dat: [0, 895, 16, 907]
- separator: [452, 1380, 629, 1381]
- strip-line: sad aan: [0, 376, 35, 388]
- strip-line: en het: [0, 355, 29, 366]
- paragraph: In zijn rede tweeledig (p. 5–13) over Psychologie en Catechese te hebben gegeven bepaalt de hoogleeraar de psychologie, omschrijft de psychologie van het kind en het catechisatie-onderwijs, dat vooral in zijn tweede deel geeft hij zijn toepassing, en dat hij toont, dat de psychologie voor de catechese (p. 13–23), van waarde is.: [656, 1362, 867, 1448]
- paragraph: Wat moest Wulfert daaran komen? Zijn geheim voor eerst gehouden, en zijn trouw gelijk die niet geval. Hij had niet met iemand over dat geheim wat zeggen kunnen, dat het vertrouwen zijn vervoeging te nog die veel mogen worden. Het lag daarom wat te denken, en hoe zijn geld, hij verder zou dat en dan niet dat zoo eens zorgen dat doen.: [1097, 1737, 1315, 1823]
